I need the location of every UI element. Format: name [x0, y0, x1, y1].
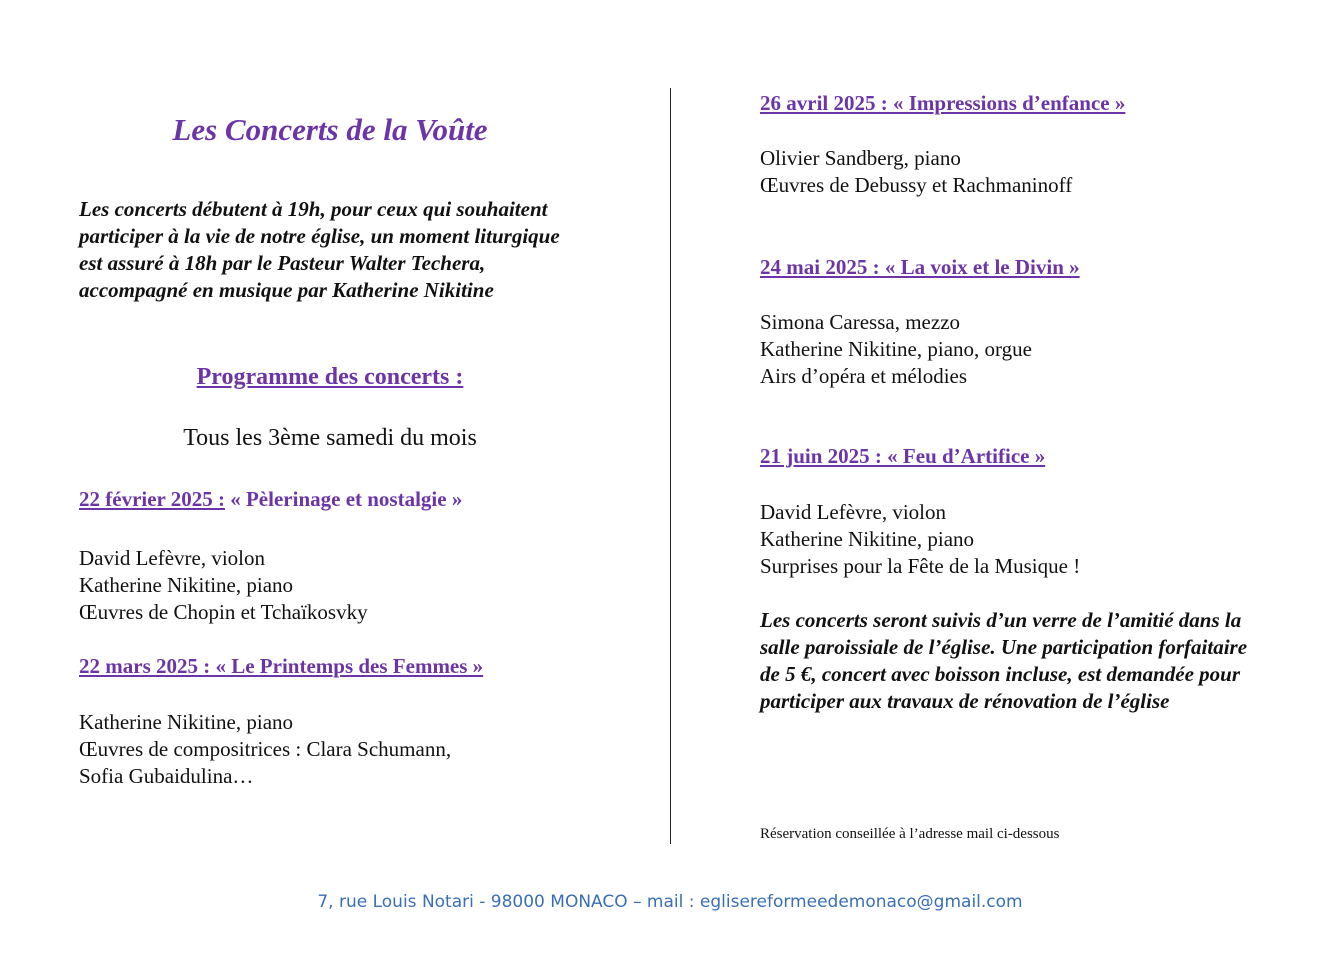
programme-heading: Programme des concerts :	[196, 364, 464, 390]
concert-4-details	[760, 309, 1032, 390]
concert-1-line: David Lefèvre, violon	[79, 546, 266, 570]
column-divider	[670, 88, 671, 844]
concert-4-line: Simona Caressa, mezzo	[760, 310, 961, 334]
concert-3-details	[760, 145, 1072, 199]
concert-3-line: Olivier Sandberg, piano	[760, 146, 961, 170]
concert-5-date: 21 juin 2025 : « Feu d’Artifice »	[760, 444, 1046, 468]
outro-text: Les concerts seront suivis d’un verre de l’amitié dans la salle paroissiale de l’église. Une participation forfaitaire de 5 €, concert avec boisson incluse, est demandée pour participer aux travaux de rénovation de l’église	[760, 608, 1248, 713]
concert-5-line: David Lefèvre, violon	[760, 500, 947, 524]
concert-1-name: « Pèlerinage et nostalgie »	[224, 487, 463, 511]
concert-2-title	[79, 654, 483, 679]
concert-1-title	[79, 487, 462, 512]
footer-address: 7, rue Louis Notari - 98000 MONACO – mail : eglisereformeedemonaco@gmail.com	[317, 892, 1023, 912]
concert-3-line: Œuvres de Debussy et Rachmaninoff	[760, 173, 1073, 197]
concert-1-line: Œuvres de Chopin et Tchaïkosvky	[79, 600, 368, 624]
concert-1-line: Katherine Nikitine, piano	[79, 573, 294, 597]
concert-3-title	[760, 91, 1125, 116]
concert-2-line: Katherine Nikitine, piano	[79, 710, 294, 734]
concert-1-details	[79, 545, 368, 626]
concert-4-title	[760, 255, 1080, 280]
frequency-text: Tous les 3ème samedi du mois	[183, 425, 477, 451]
concert-4-date: 24 mai 2025 : « La voix et le Divin »	[760, 255, 1080, 279]
concert-5-title	[760, 444, 1045, 469]
reservation-note: Réservation conseillée à l’adresse mail ci-dessous	[760, 826, 1060, 842]
concert-1-date: 22 février 2025 :	[79, 487, 225, 511]
page-title: Les Concerts de la Voûte	[172, 112, 488, 147]
concert-4-line: Airs d’opéra et mélodies	[760, 364, 968, 388]
concert-5-line: Katherine Nikitine, piano	[760, 527, 975, 551]
concert-3-date: 26 avril 2025 : « Impressions d’enfance »	[760, 91, 1126, 115]
concert-5-details	[760, 499, 1080, 580]
concert-4-line: Katherine Nikitine, piano, orgue	[760, 337, 1032, 361]
intro-text: Les concerts débutent à 19h, pour ceux qui souhaitent participer à la vie de notre église, un moment liturgique est assuré à 18h par le Pasteur Walter Techera, accompagné en musique par Katherine Nikitine	[79, 197, 560, 302]
concert-2-details	[79, 709, 451, 790]
concert-2-line: Œuvres de compositrices : Clara Schumann,	[79, 737, 452, 761]
concert-5-line: Surprises pour la Fête de la Musique !	[760, 554, 1081, 578]
concert-2-line: Sofia Gubaidulina…	[79, 764, 254, 788]
concert-2-date: 22 mars 2025 : « Le Printemps des Femmes »	[79, 654, 484, 678]
